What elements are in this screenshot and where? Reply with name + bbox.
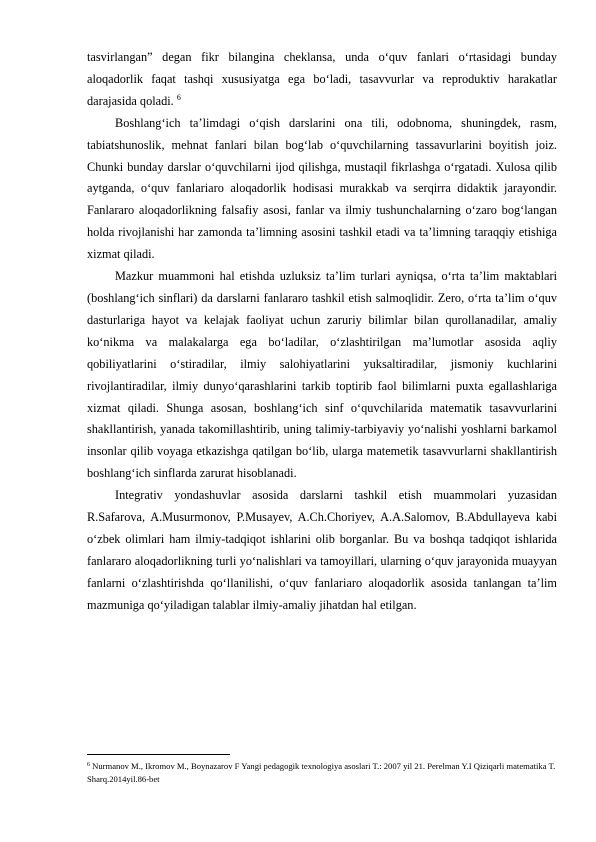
footnote-divider [87, 754, 230, 755]
footnote-text: Nurmanov M., Ikromov M., Boynazarov F Yangi pedagogik texnologiya asoslari T.: 2007 yil 21. Perelman Y.I Qiziqarli matematika T. Sharq.2014yil.86-bet [87, 761, 556, 784]
footnote-reference[interactable]: 6 [176, 92, 181, 102]
footnote-marker: 6 [87, 762, 90, 768]
paragraph-1 [87, 47, 557, 113]
paragraph-1-text: tasvirlangan” degan fikr bilangina cheklansa, unda o‘quv fanlari o‘rtasidagi bunday aloqadorlik faqat tashqi xususiyatga ega bo‘ladi, tasavvurlar va reproduktiv harakatlar darajasida qoladi. [87, 50, 557, 108]
paragraph-3: Mazkur muammoni hal etishda uzluksiz ta’lim turlari ayniqsa, o‘rta ta’lim maktablari (boshlang‘ich sinflari) da darslarni fanlararo tashkil etish salmoqlidir. Zero, o‘rta ta’lim o‘quv dasturlariga hayot va kelajak faoliyat uchun zaruriy bilimlar bilan qurollanadilar, amaliy ko‘nikma va malakalarga ega bo‘ladilar, o‘zlashtirilgan ma’lumotlar asosida aqliy qobiliyatlarini o‘stiradilar, ilmiy salohiyatlarini yuksaltiradilar, jismoniy kuchlarini rivojlantiradilar, ilmiy dunyo‘qarashlarini tarkib toptirib faol bilimlarni puxta egallashlariga xizmat qiladi. Shunga asosan, boshlang‘ich sinf o‘quvchilarida matematik tasavvurlarini shakllantirish, yanada takomillashtirib, uning talimiy-tarbiyaviy yo‘nalishi yoshlarni barkamol insonlar qilib voyaga etkazishga qatilgan bo‘lib, ularga matemetik tasavvurlarni shakllantirish boshlang‘ich sinflarda zarurat hisoblanadi. [87, 269, 557, 481]
paragraph-2: Boshlang‘ich ta’limdagi o‘qish darslarini ona tili, odobnoma, shuningdek, rasm, tabiatshunoslik, mehnat fanlari bilan bog‘lab o‘quvchilarning tassavurlarini boyitish joiz. Chunki bunday darslar o‘quvchilarni ijod qilishga, mustaqil fikrlashga o‘rgatadi. Xulosa qilib aytganda, o‘quv fanlariaro aloqadorlik hodisasi murakkab va serqirra didaktik jarayondir. Fanlararo aloqadorlikning falsafiy asosi, fanlar va ilmiy tushunchalarning o‘zaro bog‘langan holda rivojlanishi har zamonda ta’limning asosini tashkil etadi va ta’limning taraqqiy etishiga xizmat qiladi. [87, 115, 557, 262]
paragraph-4: Integrativ yondashuvlar asosida darslarni tashkil etish muammolari yuzasidan R.Safarova, A.Musurmonov, P.Musayev, A.Ch.Choriyev, A.A.Salomov, B.Abdullayeva kabi o‘zbek olimlari ham ilmiy-tadqiqot ishlarini olib borganlar. Bu va boshqa tadqiqot ishlarida fanlararo aloqadorlikning turli yo‘nalishlari va tamoyillari, ularning o‘quv jarayonida muayyan fanlarni o‘zlashtirishda qo‘llanilishi, o‘quv fanlariaro aloqadorlik asosida tanlangan ta’lim mazmuniga qo‘yiladigan talablar ilmiy-amaliy jihatdan hal etilgan. [87, 488, 557, 612]
footnote [87, 760, 557, 785]
document-body [87, 47, 557, 617]
